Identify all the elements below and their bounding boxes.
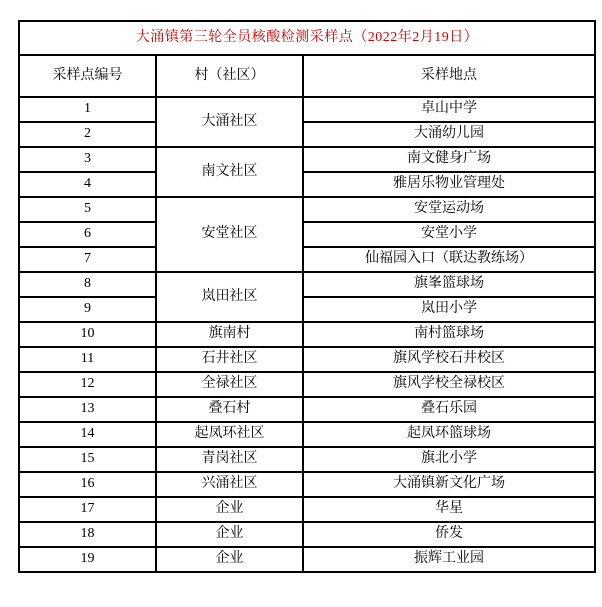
table-title: 大涌镇第三轮全员核酸检测采样点（2022年2月19日）: [19, 21, 595, 55]
table-row: [19, 97, 595, 122]
sample-point-number-cell: 4: [19, 172, 156, 197]
header-row: [19, 55, 595, 97]
sample-point-number-cell: 8: [19, 272, 156, 297]
sample-point-number-cell: 16: [19, 472, 156, 497]
site-cell: 旗北小学: [303, 447, 595, 472]
title-row: [19, 21, 595, 55]
table-row: [19, 297, 595, 322]
sample-point-number-cell: 1: [19, 97, 156, 122]
sample-point-number-cell: 6: [19, 222, 156, 247]
sample-point-number-cell: 2: [19, 122, 156, 147]
table-row: [19, 347, 595, 372]
sample-point-number-cell: 9: [19, 297, 156, 322]
village-cell: 企业: [156, 547, 303, 572]
table-row: [19, 547, 595, 572]
sample-point-number-cell: 3: [19, 147, 156, 172]
village-cell: 岚田社区: [156, 272, 303, 322]
table-row: [19, 322, 595, 347]
table-row: [19, 147, 595, 172]
table-row: [19, 247, 595, 272]
village-cell: 南文社区: [156, 147, 303, 197]
column-header-sample-number: 采样点编号: [19, 55, 156, 97]
village-cell: 旗南村: [156, 322, 303, 347]
table-row: [19, 472, 595, 497]
site-cell: 侨发: [303, 522, 595, 547]
site-cell: 南村篮球场: [303, 322, 595, 347]
sample-point-number-cell: 19: [19, 547, 156, 572]
site-cell: 卓山中学: [303, 97, 595, 122]
village-cell: 企业: [156, 497, 303, 522]
site-cell: 雅居乐物业管理处: [303, 172, 595, 197]
site-cell: 叠石乐园: [303, 397, 595, 422]
site-cell: 旗风学校全禄校区: [303, 372, 595, 397]
sample-point-number-cell: 11: [19, 347, 156, 372]
sample-point-number-cell: 12: [19, 372, 156, 397]
sample-point-number-cell: 10: [19, 322, 156, 347]
site-cell: 南文健身广场: [303, 147, 595, 172]
village-cell: 全禄社区: [156, 372, 303, 397]
sample-point-number-cell: 18: [19, 522, 156, 547]
table-row: [19, 122, 595, 147]
column-header-site: 采样地点: [303, 55, 595, 97]
village-cell: 安堂社区: [156, 197, 303, 272]
table-row: [19, 422, 595, 447]
column-header-village: 村（社区）: [156, 55, 303, 97]
site-cell: 大涌镇新文化广场: [303, 472, 595, 497]
site-cell: 大涌幼儿园: [303, 122, 595, 147]
table-row: [19, 172, 595, 197]
site-cell: 旗风学校石井校区: [303, 347, 595, 372]
village-cell: 石井社区: [156, 347, 303, 372]
village-cell: 兴涌社区: [156, 472, 303, 497]
table-row: [19, 372, 595, 397]
site-cell: 振辉工业园: [303, 547, 595, 572]
site-cell: 起凤环篮球场: [303, 422, 595, 447]
sample-point-number-cell: 15: [19, 447, 156, 472]
table-body: [19, 97, 595, 572]
village-cell: 叠石村: [156, 397, 303, 422]
site-cell: 旗峯篮球场: [303, 272, 595, 297]
site-cell: 岚田小学: [303, 297, 595, 322]
sample-point-number-cell: 17: [19, 497, 156, 522]
village-cell: 青岗社区: [156, 447, 303, 472]
sampling-points-table: [18, 20, 596, 573]
table-row: [19, 272, 595, 297]
village-cell: 企业: [156, 522, 303, 547]
village-cell: 起凤环社区: [156, 422, 303, 447]
sample-point-number-cell: 14: [19, 422, 156, 447]
table-row: [19, 222, 595, 247]
site-cell: 安堂小学: [303, 222, 595, 247]
village-cell: 大涌社区: [156, 97, 303, 147]
table-row: [19, 522, 595, 547]
sample-point-number-cell: 5: [19, 197, 156, 222]
site-cell: 华星: [303, 497, 595, 522]
table-row: [19, 397, 595, 422]
site-cell: 仙福园入口（联达教练场）: [303, 247, 595, 272]
sample-point-number-cell: 13: [19, 397, 156, 422]
table-row: [19, 447, 595, 472]
table-row: [19, 197, 595, 222]
table-row: [19, 497, 595, 522]
site-cell: 安堂运动场: [303, 197, 595, 222]
sample-point-number-cell: 7: [19, 247, 156, 272]
